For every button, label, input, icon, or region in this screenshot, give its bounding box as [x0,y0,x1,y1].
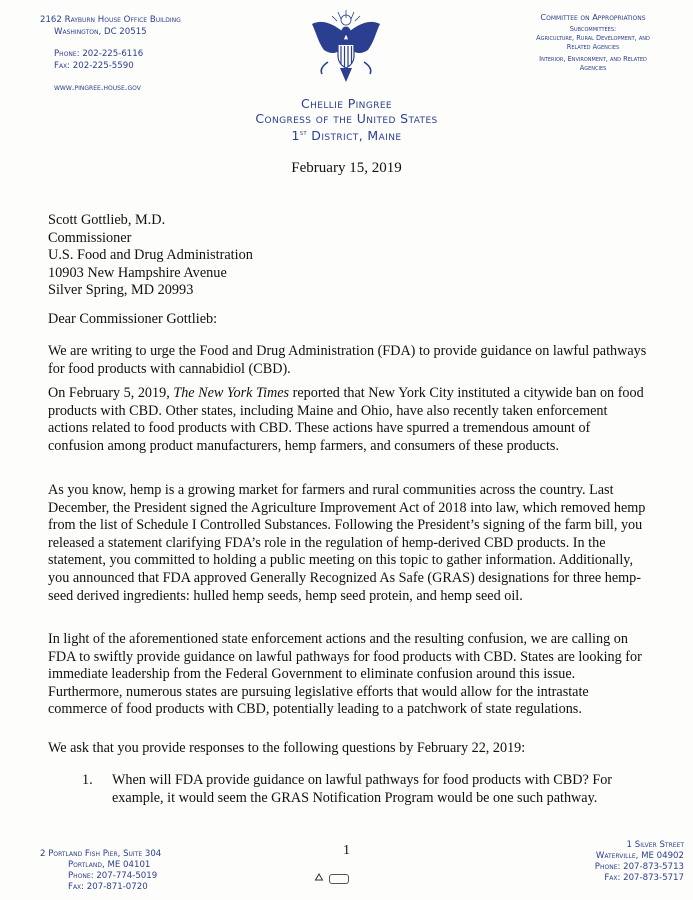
waterville-fax: Fax: 207-873-5717 [604,873,684,883]
recipient-address [48,212,253,300]
publication-name: The New York Times [173,385,290,401]
dc-fax: Fax: 202-225-5590 [54,61,134,71]
letterhead-left [40,14,181,94]
subcommittee-1-line1: Agriculture, Rural Development, and [536,34,650,42]
district-name: District, Maine [306,128,402,144]
waterville-address-line1: 1 Silver Street [626,840,684,850]
member-name: Chellie Pingree [300,96,393,111]
portland-address-line1: 2 Portland Fish Pier, Suite 304 [40,849,162,859]
body-paragraph-5: We ask that you provide responses to the following questions by February 22, 2019: [48,740,526,756]
district-ordinal: st [299,129,307,137]
subcommittees-label: Subcommittees: [569,25,617,33]
subcommittee-2-line2: Agencies [579,64,607,72]
website-link[interactable]: www.pingree.house.gov [54,83,141,93]
body-paragraph-1: We are writing to urge the Food and Drug Administration (FDA) to provide guidance on lawful pathways for food products with cannabidiol (CBD). [48,343,647,377]
recipient-title: Commissioner [48,229,132,246]
letter-date: February 15, 2019 [291,160,402,176]
recipient-city: Silver Spring, MD 20993 [48,282,194,299]
subcommittee-2-line1: Interior, Environment, and Related [539,55,647,63]
footer-right-office [540,840,684,884]
recipient-name: Scott Gottlieb, M.D. [48,212,166,228]
great-seal-eagle-icon [306,4,386,92]
question-list-item [82,772,657,807]
question-number: 1. [82,772,93,788]
district-number: 1 [291,128,300,144]
recipient-street: 10903 New Hampshire Avenue [48,264,227,281]
portland-fax: Fax: 207-871-0720 [68,882,148,892]
portland-address-line2: Portland, ME 04101 [68,860,151,870]
member-title: Congress of the United States [255,111,438,126]
page-number: 1 [343,843,350,858]
member-district [0,126,693,143]
p2-start: On February 5, 2019, [48,385,174,401]
dc-phone: Phone: 202-225-6116 [54,49,144,59]
dc-address-line2: Washington, DC 20515 [54,27,147,37]
dc-address-line1: 2162 Rayburn House Office Building [40,15,181,25]
portland-phone: Phone: 207-774-5019 [68,871,158,881]
body-paragraph-4: In light of the aforementioned state enforcement actions and the resulting confusion, we are calling on FDA to swiftly provide guidance on lawful pathways for food products with CBD. States are looking for immediate leadership from the Federal Government to eliminate confusion around this issue. Furthermore, numerous states are pursuing legislative efforts that would allow for the intrastate commerce of food products with CBD, potentially leading to a patchwork of state regulations. [48,631,642,718]
subcommittee-1-line2: Related Agencies [566,43,620,51]
question-text: When will FDA provide guidance on lawful pathways for food products with CBD? For example, it would seem the GRAS Notification Program would be one such pathway. [112,772,613,806]
waterville-address-line2: Waterville, ME 04902 [595,851,684,861]
member-heading [0,96,693,143]
letterhead-right [498,12,688,73]
recycled-paper-icon [314,873,349,884]
body-paragraph-3: As you know, hemp is a growing market for farmers and rural communities across the country. Last December, the President signed the Agriculture Improvement Act of 2018 into law, which removed hemp from the list of Schedule I Controlled Substances. Following the President’s signing of the farm bill, you released a statement clarifying FDA’s role in the regulation of hemp-derived CBD products. In the statement, you committed to holding a public meeting on this topic to gather information. Additionally, you announced that FDA approved Generally Recognized As Safe (GRAS) designations for three hemp-seed derived ingredients: hulled hemp seeds, hemp seed protein, and hemp seed oil. [48,482,646,604]
committee-name: Committee on Appropriations [540,12,646,22]
waterville-phone: Phone: 207-873-5713 [594,862,684,872]
p2-rest: reported that New York City instituted a citywide ban on food products with CBD. Other states, including Maine and Ohio, have also recently taken enforcement actions related to food products with CBD. These actions have spurred a tremendous amount of confusion among product manufacturers, hemp farmers, and consumers of these products. [48,385,644,454]
salutation: Dear Commissioner Gottlieb: [48,311,218,327]
recipient-org: U.S. Food and Drug Administration [48,247,253,264]
body-paragraph-2 [48,385,648,455]
